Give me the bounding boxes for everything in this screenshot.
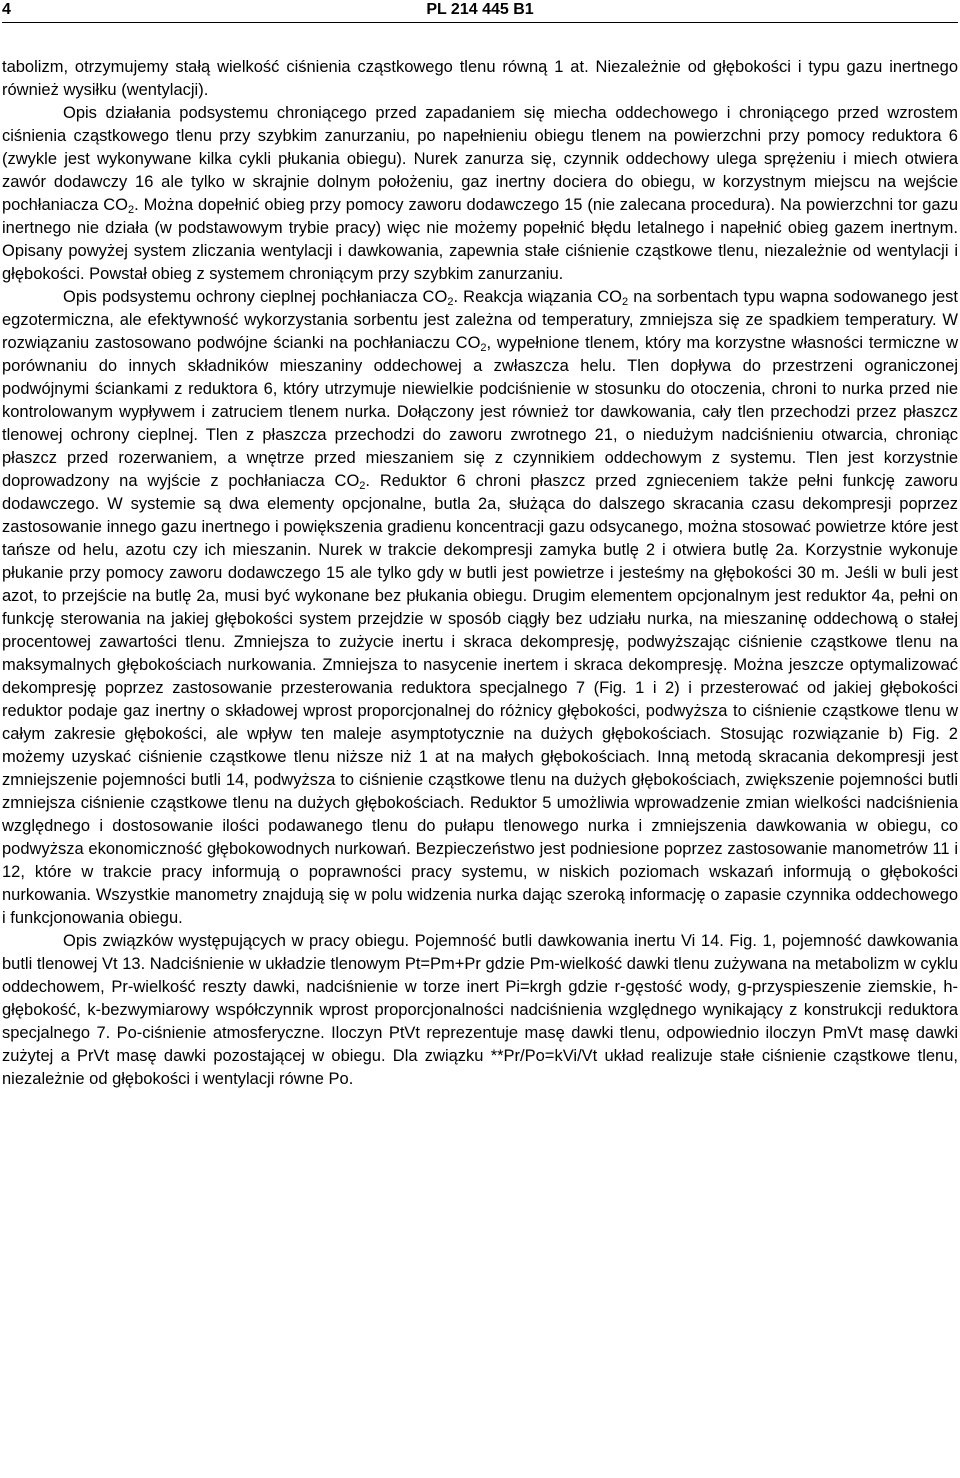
page-number: 4 (2, 1, 11, 18)
paragraph-1: tabolizm, otrzymujemy stałą wielkość ciśnienia cząstkowego tlenu równą 1 at. Niezależnie od głębokości i typu gazu inertnego również wysiłku (wentylacji). (2, 58, 958, 99)
subscript: 2 (359, 480, 366, 492)
paragraph-4: Opis związków występujących w pracy obiegu. Pojemność butli dawkowania inertu Vi 14. Fig. 1, pojemność dawkowania butli tlenowej Vt 13. Nadciśnienie w układzie tlenowym Pt=Pm+Pr gdzie Pm-wielkość dawki tlenu zużywana na metabolizm w cyklu oddechowem, Pr-wielkość reszty dawki, nadciśnienie w torze inert Pi=krgh gdzie r-gęstość wody, g-przyspieszenie ziemskie, h-głębokość, k-bezwymiarowy współczynnik wprost proporcjonalności nadciśnienia względnego wynikający z konstrukcji reduktora specjalnego 7. Po-ciśnienie atmosferyczne. Iloczyn PtVt reprezentuje masę dawki tlenu, odpowiednio iloczyn PmVt masę dawki zużytej a PrVt masę dawki pozostającej w obiegu. Dla związku **Pr/Po=kVi/Vt układ realizuje stałe ciśnienie cząstkowe tlenu, niezależnie od głębokości i wentylacji równe Po. (2, 932, 958, 1088)
document-body (2, 56, 958, 1091)
patent-id: PL 214 445 B1 (426, 1, 534, 18)
paragraph-2: Opis działania podsystemu chroniącego przed zapadaniem się miecha oddechowego i chroniącego przed wzrostem ciśnienia cząstkowego tlenu przy szybkim zanurzaniu, po napełnieniu obiegu tlenem na powierzchni przy pomocy reduktora 6 (zwykle jest wykonywane kilka cykli płukania obiegu). Nurek zanurza się, czynnik oddechowy ulega sprężeniu i miech otwiera zawór dodawczy 16 ale tylko w skrajnie dolnym położeniu, gaz inertny dociera do obiegu, w korzystnym miejscu na wejście pochłaniacza $CO_2$. Można dopełnić obieg przy pomocy zaworu dodawczego 15 (nie zalecana procedura). Na powierzchni tor gazu inertnego nie działa (w podstawowym trybie pracy) więc nie możemy popełnić błędu letalnego i napełnić obieg gazem inertnym. Opisany powyżej system zliczania wentylacji i dawkowania, zapewnia stałe ciśnienie cząstkowe tlenu, niezależnie od wentylacji i głębokości. Powstał obieg z systemem chroniącym przy szybkim zanurzaniu. (2, 104, 958, 283)
subscript: 2 (622, 296, 629, 308)
subscript: 2 (480, 342, 487, 354)
paragraph-3: Opis podsystemu ochrony cieplnej pochłaniacza $CO_2$. Reakcja wiązania $CO_2$ na sorbentach typu wapna sodowanego jest egzotermiczna, ale efektywność wykorzystania sorbentu jest zależna od temperatury, zmniejsza się ze spadkiem temperatury. W rozwiązaniu zastosowano podwójne ścianki na pochłaniaczu $CO_2$, wypełnione tlenem, który ma korzystne własności termiczne w porównaniu do innych składników mieszaniny oddechowej a zwłaszcza helu. Tlen dopływa do przestrzeni ograniczonej podwójnymi ściankami z reduktora 6, który utrzymuje niewielkie podciśnienie w stosunku do otoczenia, chroni to nurka przed nie kontrolowanym wypływem i zatruciem tlenem nurka. Dołączony jest również tor dawkowania, cały tlen przechodzi przez płaszcz tlenowej ochrony cieplnej. Tlen z płaszcza przechodzi do zaworu zwrotnego 21, o niedużym nadciśnieniu otwarcia, chroniąc płaszcz przed rozerwaniem, a wnętrze przed mieszaniem się z czynnikiem oddechowym z systemu. Tlen jest korzystnie doprowadzony na wyjście z pochłaniacza $CO_2$. Reduktor 6 chroni płaszcz przed zgnieceniem także pełni funkcję zaworu dodawczego. W systemie są dwa elementy opcjonalne, butla 2a, służąca do dalszego skracania czasu dekompresji poprzez zastosowanie innego gazu inertnego i powiększenia gradienu koncentracji gazu odsycanego, można stosować powietrze które jest tańsze od helu, azotu czy ich mieszanin. Nurek w trakcie dekompresji zamyka butlę 2 i otwiera butlę 2a. Korzystnie wykonuje płukanie przy pomocy zaworu dodawczego 15 ale tylko gdy w butli jest powietrze i jesteśmy na głębokości 30 m. Jeśli w buli jest azot, to przejście na butlę 2a, musi być wykonane bez płukania obiegu. Drugim elementem opcjonalnym jest reduktor 4a, pełni on funkcję sterowania na jakiej głębokości system przejdzie w sposób ciągły bez udziału nurka, na mieszaninę oddechową o stałej procentowej zawartości tlenu. Zmniejsza to zużycie inertu i skraca dekompresję, podwyższając ciśnienie cząstkowe tlenu na maksymalnych głębokościach nurkowania. Zmniejsza to nasycenie inertem i skraca dekompresję. Można jeszcze optymalizować dekompresję poprzez zastosowanie przesterowania reduktora specjalnego 7 (Fig. 1 i 2) i przesterować od jakiej głębokości reduktor podaje gaz inertny o składowej wprost proporcjonalnej do różnicy głębokości, podwyższa to ciśnienie cząstkowe tlenu w całym zakresie głębokości, ale wpływ ten maleje asymptotycznie na dużych głębokościach. Stosując rozwiązanie b) Fig. 2 możemy uzyskać ciśnienie cząstkowe tlenu niższe niż 1 at na małych głębokościach. Inną metodą skracania dekompresji jest zmniejszenie pojemności butli 14, podwyższa to ciśnienie cząstkowe tlenu na dużych głębokościach, zwiększenie pojemności butli zmniejsza ciśnienie cząstkowe tlenu na dużych głębokościach. Reduktor 5 umożliwia wprowadzenie zmian wielkości nadciśnienia względnego i dostosowanie ilości podawanego tlenu do pułapu tlenowego nurka i zmniejszenia dawkowania w obiegu, co podwyższa ekonomiczność głębokowodnych nurkowań. Bezpieczeństwo jest podniesione poprzez zastosowanie manometrów 11 i 12, które w trakcie pracy informują o poprawności pracy systemu, w niskich poziomach wskazań informują o głębokości nurkowania. Wszystkie manometry znajdują się w polu widzenia nurka dając szeroką informację o zapasie czynnika oddechowego i funkcjonowania obiegu. (2, 288, 959, 927)
subscript: 2 (127, 204, 135, 216)
page-header (0, 0, 960, 22)
subscript: 2 (447, 296, 454, 308)
header-rule (2, 22, 958, 23)
